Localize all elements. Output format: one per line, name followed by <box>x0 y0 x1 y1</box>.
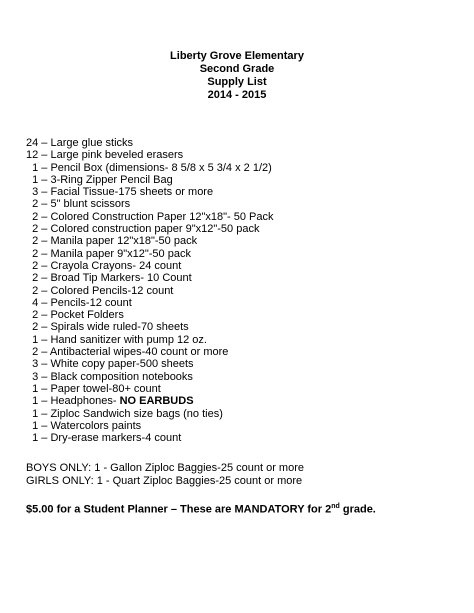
list-item <box>26 248 274 260</box>
boys-note: BOYS ONLY: 1 - Gallon Ziploc Baggies-25 count or more <box>26 462 304 474</box>
list-item-text: 2 – Manila paper 12"x18"-50 pack <box>26 235 198 248</box>
list-item <box>26 309 274 321</box>
list-item <box>26 297 274 309</box>
list-item-text: 2 – Broad Tip Markers- 10 Count <box>26 272 192 285</box>
planner-note <box>26 503 376 516</box>
list-item <box>26 186 274 198</box>
list-item <box>26 346 274 358</box>
list-item-text: 2 – Colored construction paper 9"x12"-50 pack <box>26 223 260 236</box>
list-item <box>26 223 274 235</box>
list-item-text: 1 – 3-Ring Zipper Pencil Bag <box>26 173 173 186</box>
list-item <box>26 432 274 444</box>
list-item-text: 1 – Ziploc Sandwich size bags (no ties) <box>26 407 223 420</box>
list-item-text: 2 – Pocket Folders <box>26 309 124 322</box>
list-item-text: 2 – Colored Construction Paper 12"x18"- 50 Pack <box>26 210 274 223</box>
list-item <box>26 211 274 223</box>
list-item <box>26 198 274 210</box>
list-header <box>0 50 474 102</box>
list-item-text: 3 – Black composition notebooks <box>26 370 193 383</box>
list-item-text: 2 – Crayola Crayons- 24 count <box>26 259 182 272</box>
list-item <box>26 272 274 284</box>
list-item-text: 12 – Large pink beveled erasers <box>26 149 184 162</box>
list-item <box>26 371 274 383</box>
supply-list <box>26 137 274 444</box>
list-item <box>26 162 274 174</box>
list-item <box>26 383 274 395</box>
list-item <box>26 235 274 247</box>
list-item <box>26 334 274 346</box>
girls-note: GIRLS ONLY: 1 - Quart Ziploc Baggies-25 count or more <box>26 474 303 487</box>
list-item-text: 1 – Watercolors paints <box>26 419 142 432</box>
list-item <box>26 408 274 420</box>
list-item-text: 1 – Hand sanitizer with pump 12 oz. <box>26 333 207 346</box>
list-item-text: 2 – Manila paper 9"x12"-50 pack <box>26 247 191 260</box>
gender-notes <box>26 462 304 487</box>
list-item <box>26 358 274 370</box>
list-item-text: 2 – Colored Pencils-12 count <box>26 284 174 297</box>
list-item-text: 2 – Spirals wide ruled-70 sheets <box>26 321 189 334</box>
list-item <box>26 395 274 407</box>
list-item <box>26 260 274 272</box>
list-item <box>26 174 274 186</box>
list-item-text: 1 – Paper towel-80+ count <box>26 382 161 395</box>
list-item-text: 1 – Dry-erase markers-4 count <box>26 432 182 445</box>
list-item-text: 3 – Facial Tissue-175 sheets or more <box>26 186 214 199</box>
list-item-text: 2 – Antibacterial wipes-40 count or more <box>26 346 229 359</box>
planner-end: grade. <box>339 503 376 516</box>
list-item-text: 2 – 5" blunt scissors <box>26 198 131 211</box>
list-item-emphasis: NO EARBUDS <box>119 395 194 408</box>
page-title: Supply List <box>207 76 267 88</box>
grade-label: Second Grade <box>199 63 275 75</box>
school-name: Liberty Grove Elementary <box>170 50 304 62</box>
list-item <box>26 285 274 297</box>
school-year: 2014 - 2015 <box>207 89 267 101</box>
planner-superscript: nd <box>331 503 340 510</box>
list-item <box>26 420 274 432</box>
list-item <box>26 137 274 149</box>
list-item-text: 4 – Pencils-12 count <box>26 296 132 309</box>
list-item <box>26 321 274 333</box>
list-item-text: 3 – White copy paper-500 sheets <box>26 358 194 371</box>
list-item-text: 24 – Large glue sticks <box>26 137 134 149</box>
planner-text: $5.00 for a Student Planner – These are MANDATORY for 2 <box>26 503 332 516</box>
list-item-text: 1 – Headphones- <box>26 395 120 408</box>
list-item <box>26 149 274 161</box>
list-item-text: 1 – Pencil Box (dimensions- 8 5/8 x 5 3/4 x 2 1/2) <box>26 161 272 174</box>
